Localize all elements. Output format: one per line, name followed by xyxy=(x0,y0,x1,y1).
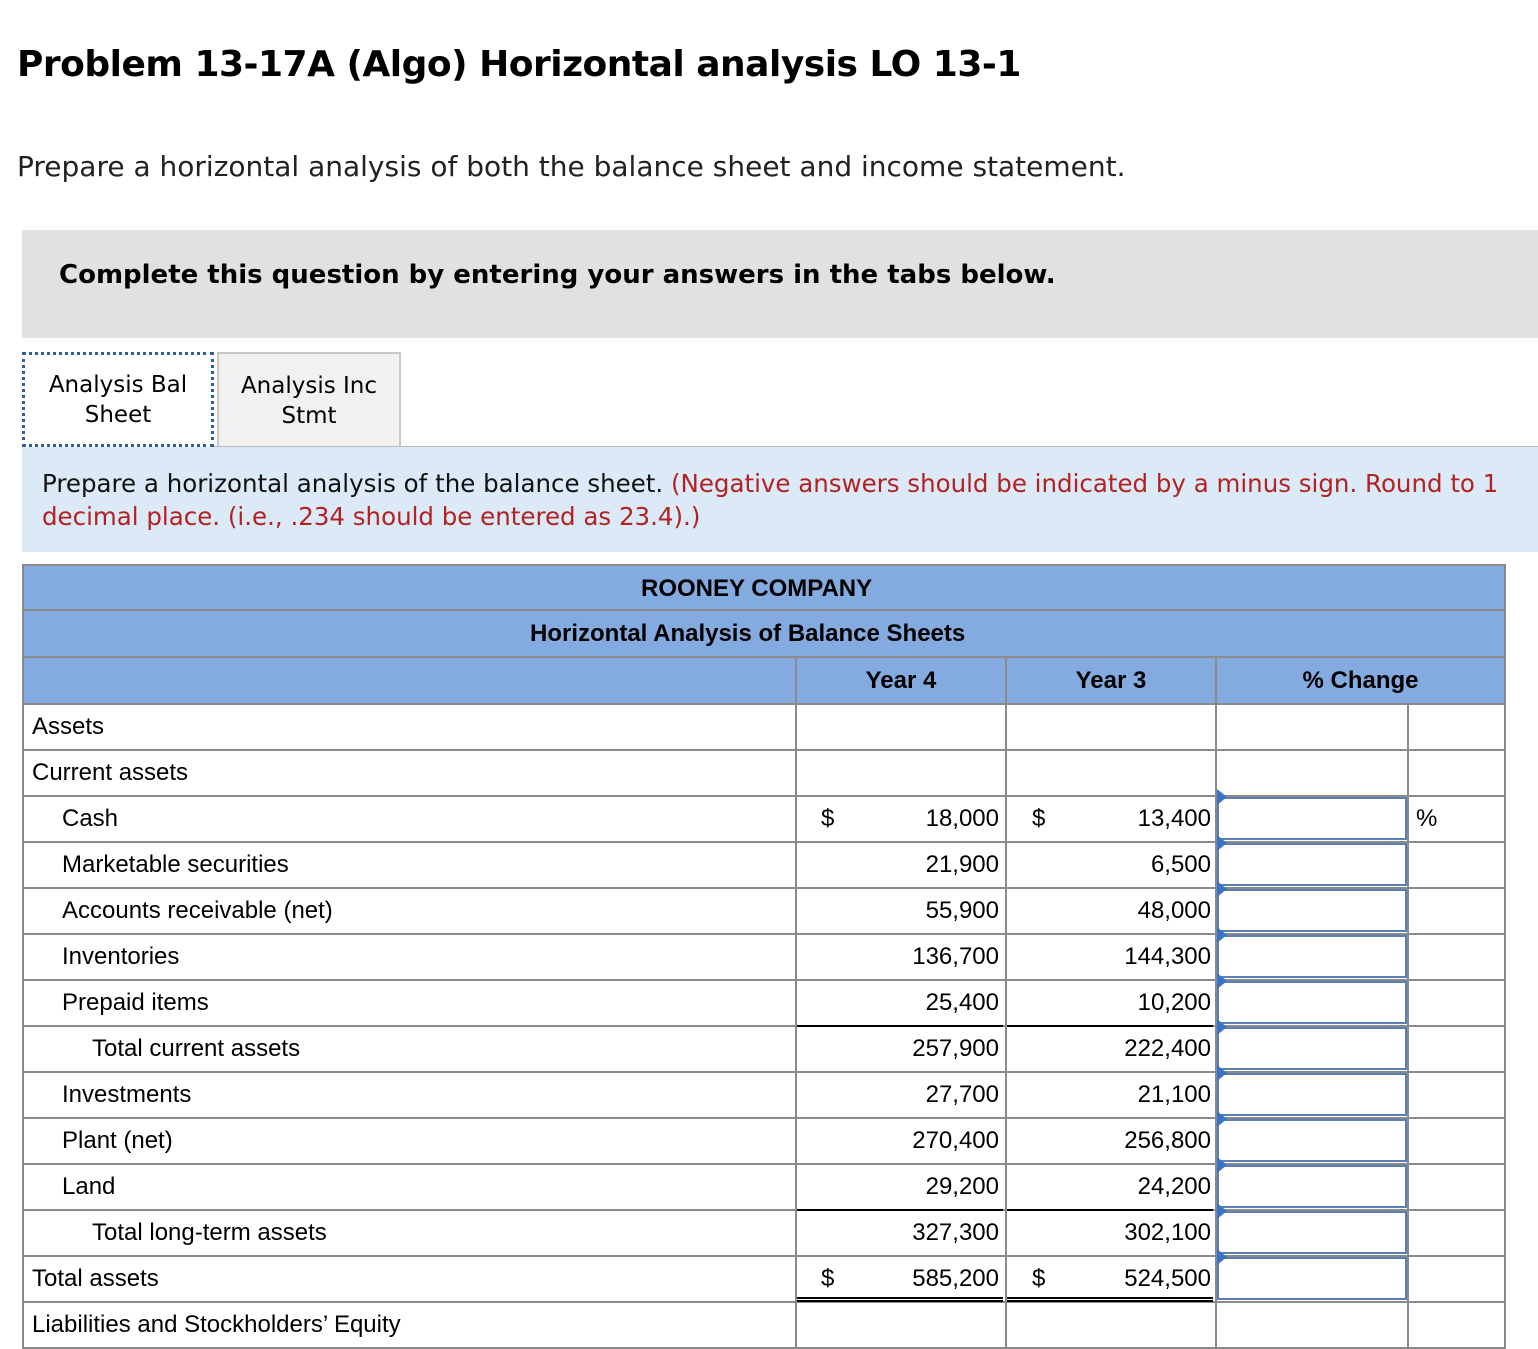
col-change-header: % Change xyxy=(1215,658,1504,703)
table-row xyxy=(22,1257,1506,1303)
tab-analysis-inc-stmt[interactable] xyxy=(217,352,401,447)
table-row xyxy=(22,1073,1506,1119)
table-row xyxy=(22,751,1506,797)
year4-value: 136,700 xyxy=(912,943,999,970)
percent-change-input[interactable] xyxy=(1217,1073,1407,1116)
cell-divider xyxy=(1407,981,1409,1025)
row-label: Total assets xyxy=(32,1265,159,1292)
row-label: Total long-term assets xyxy=(92,1219,327,1246)
col-year4-header: Year 4 xyxy=(795,658,1005,703)
row-label: Prepaid items xyxy=(62,989,209,1016)
problem-title: Problem 13-17A (Algo) Horizontal analysis LO 13-1 xyxy=(17,44,1021,85)
cell-divider xyxy=(1407,1303,1409,1347)
table-row xyxy=(22,1211,1506,1257)
percent-change-input[interactable] xyxy=(1217,843,1407,886)
instruction-text: Complete this question by entering your answers in the tabs below. xyxy=(59,260,1056,290)
percent-change-input[interactable] xyxy=(1217,1165,1407,1208)
prepare-note: (Negative answers should be indicated by a minus sign. Round to 1 decimal place. (i.e., .234 should be entered as 23.4).) xyxy=(42,469,1499,531)
cell-divider xyxy=(1407,843,1409,887)
percent-change-input[interactable] xyxy=(1217,889,1407,932)
dollar-sign: $ xyxy=(821,1265,835,1292)
year3-value: 24,200 xyxy=(1137,1173,1211,1200)
dollar-sign: $ xyxy=(1032,1265,1046,1292)
cell-divider xyxy=(1215,1303,1217,1347)
year4-value: 25,400 xyxy=(925,989,999,1016)
table-row xyxy=(22,935,1506,981)
table-row xyxy=(22,1027,1506,1073)
year3-value: 48,000 xyxy=(1137,897,1211,924)
cell-divider xyxy=(795,751,797,795)
row-label: Liabilities and Stockholders’ Equity xyxy=(32,1311,401,1338)
table-row xyxy=(22,981,1506,1027)
percent-change-input[interactable] xyxy=(1217,1211,1407,1254)
prepare-instructions xyxy=(22,447,1538,552)
cell-divider xyxy=(1407,1119,1409,1163)
percent-change-input[interactable] xyxy=(1217,797,1407,840)
row-label: Inventories xyxy=(62,943,180,970)
statement-heading: Horizontal Analysis of Balance Sheets xyxy=(530,620,966,647)
year3-value: 10,200 xyxy=(1137,989,1211,1016)
cell-divider xyxy=(795,1303,797,1347)
total-double-rule xyxy=(1007,1297,1213,1302)
table-row xyxy=(22,797,1506,843)
percent-change-input[interactable] xyxy=(1217,1027,1407,1070)
table-row xyxy=(22,705,1506,751)
prepare-text: Prepare a horizontal analysis of the balance sheet. xyxy=(42,469,664,498)
table-body xyxy=(22,705,1506,1349)
year4-value: 55,900 xyxy=(925,897,999,924)
percent-change-input[interactable] xyxy=(1217,1257,1407,1300)
cell-divider xyxy=(1407,889,1409,933)
year4-value: 21,900 xyxy=(925,851,999,878)
year3-value: 13,400 xyxy=(1137,805,1211,832)
cell-divider xyxy=(1005,705,1007,749)
cell-divider xyxy=(795,705,797,749)
row-label: Marketable securities xyxy=(62,851,289,878)
dollar-sign: $ xyxy=(1032,805,1046,832)
year4-value: 270,400 xyxy=(912,1127,999,1154)
row-label: Investments xyxy=(62,1081,192,1108)
cell-divider xyxy=(1215,705,1217,749)
cell-divider xyxy=(1407,797,1409,841)
cell-divider xyxy=(1407,1211,1409,1255)
company-header-row xyxy=(22,564,1506,611)
tab-analysis-bal-sheet[interactable] xyxy=(22,352,214,447)
year4-value: 327,300 xyxy=(912,1219,999,1246)
percent-sign: % xyxy=(1416,805,1438,832)
cell-divider xyxy=(1407,1165,1409,1209)
cell-divider xyxy=(1407,935,1409,979)
table-row xyxy=(22,889,1506,935)
dollar-sign: $ xyxy=(821,805,835,832)
percent-change-input[interactable] xyxy=(1217,935,1407,978)
year4-value: 257,900 xyxy=(912,1035,999,1062)
table-row xyxy=(22,1165,1506,1211)
year3-value: 256,800 xyxy=(1124,1127,1211,1154)
cell-divider xyxy=(1407,1027,1409,1071)
problem-subtitle: Prepare a horizontal analysis of both the balance sheet and income statement. xyxy=(17,150,1126,183)
instruction-banner xyxy=(22,230,1538,338)
year4-value: 27,700 xyxy=(925,1081,999,1108)
cell-divider xyxy=(1407,751,1409,795)
row-label: Total current assets xyxy=(92,1035,301,1062)
table-row xyxy=(22,1303,1506,1349)
year4-value: 585,200 xyxy=(912,1265,999,1292)
percent-change-input[interactable] xyxy=(1217,1119,1407,1162)
balance-sheet-table xyxy=(22,564,1506,1349)
company-name: ROONEY COMPANY xyxy=(641,575,873,602)
statement-header-row xyxy=(22,611,1506,658)
row-label: Assets xyxy=(32,713,105,740)
cell-divider xyxy=(1407,1257,1409,1301)
tab-inc-label-2: Stmt xyxy=(281,402,337,429)
year3-value: 144,300 xyxy=(1124,943,1211,970)
tab-bal-label-2: Sheet xyxy=(84,401,152,428)
year3-value: 6,500 xyxy=(1150,851,1211,878)
table-row xyxy=(22,1119,1506,1165)
tab-inc-label-1: Analysis Inc xyxy=(240,372,378,399)
row-label: Current assets xyxy=(32,759,189,786)
col-year3-header: Year 3 xyxy=(1005,658,1215,703)
year4-value: 18,000 xyxy=(925,805,999,832)
year3-value: 222,400 xyxy=(1124,1035,1211,1062)
row-label: Cash xyxy=(62,805,119,832)
table-row xyxy=(22,843,1506,889)
cell-divider xyxy=(1005,751,1007,795)
tab-bal-label-1: Analysis Bal xyxy=(48,371,188,398)
column-header-row xyxy=(22,658,1506,705)
row-label: Land xyxy=(62,1173,116,1200)
percent-change-input[interactable] xyxy=(1217,981,1407,1024)
row-label: Plant (net) xyxy=(62,1127,173,1154)
year3-value: 21,100 xyxy=(1137,1081,1211,1108)
cell-divider xyxy=(1407,1073,1409,1117)
total-double-rule xyxy=(797,1297,1003,1302)
year4-value: 29,200 xyxy=(925,1173,999,1200)
row-label: Accounts receivable (net) xyxy=(62,897,333,924)
cell-divider xyxy=(1005,1303,1007,1347)
year3-value: 302,100 xyxy=(1124,1219,1211,1246)
cell-divider xyxy=(1407,705,1409,749)
year3-value: 524,500 xyxy=(1124,1265,1211,1292)
